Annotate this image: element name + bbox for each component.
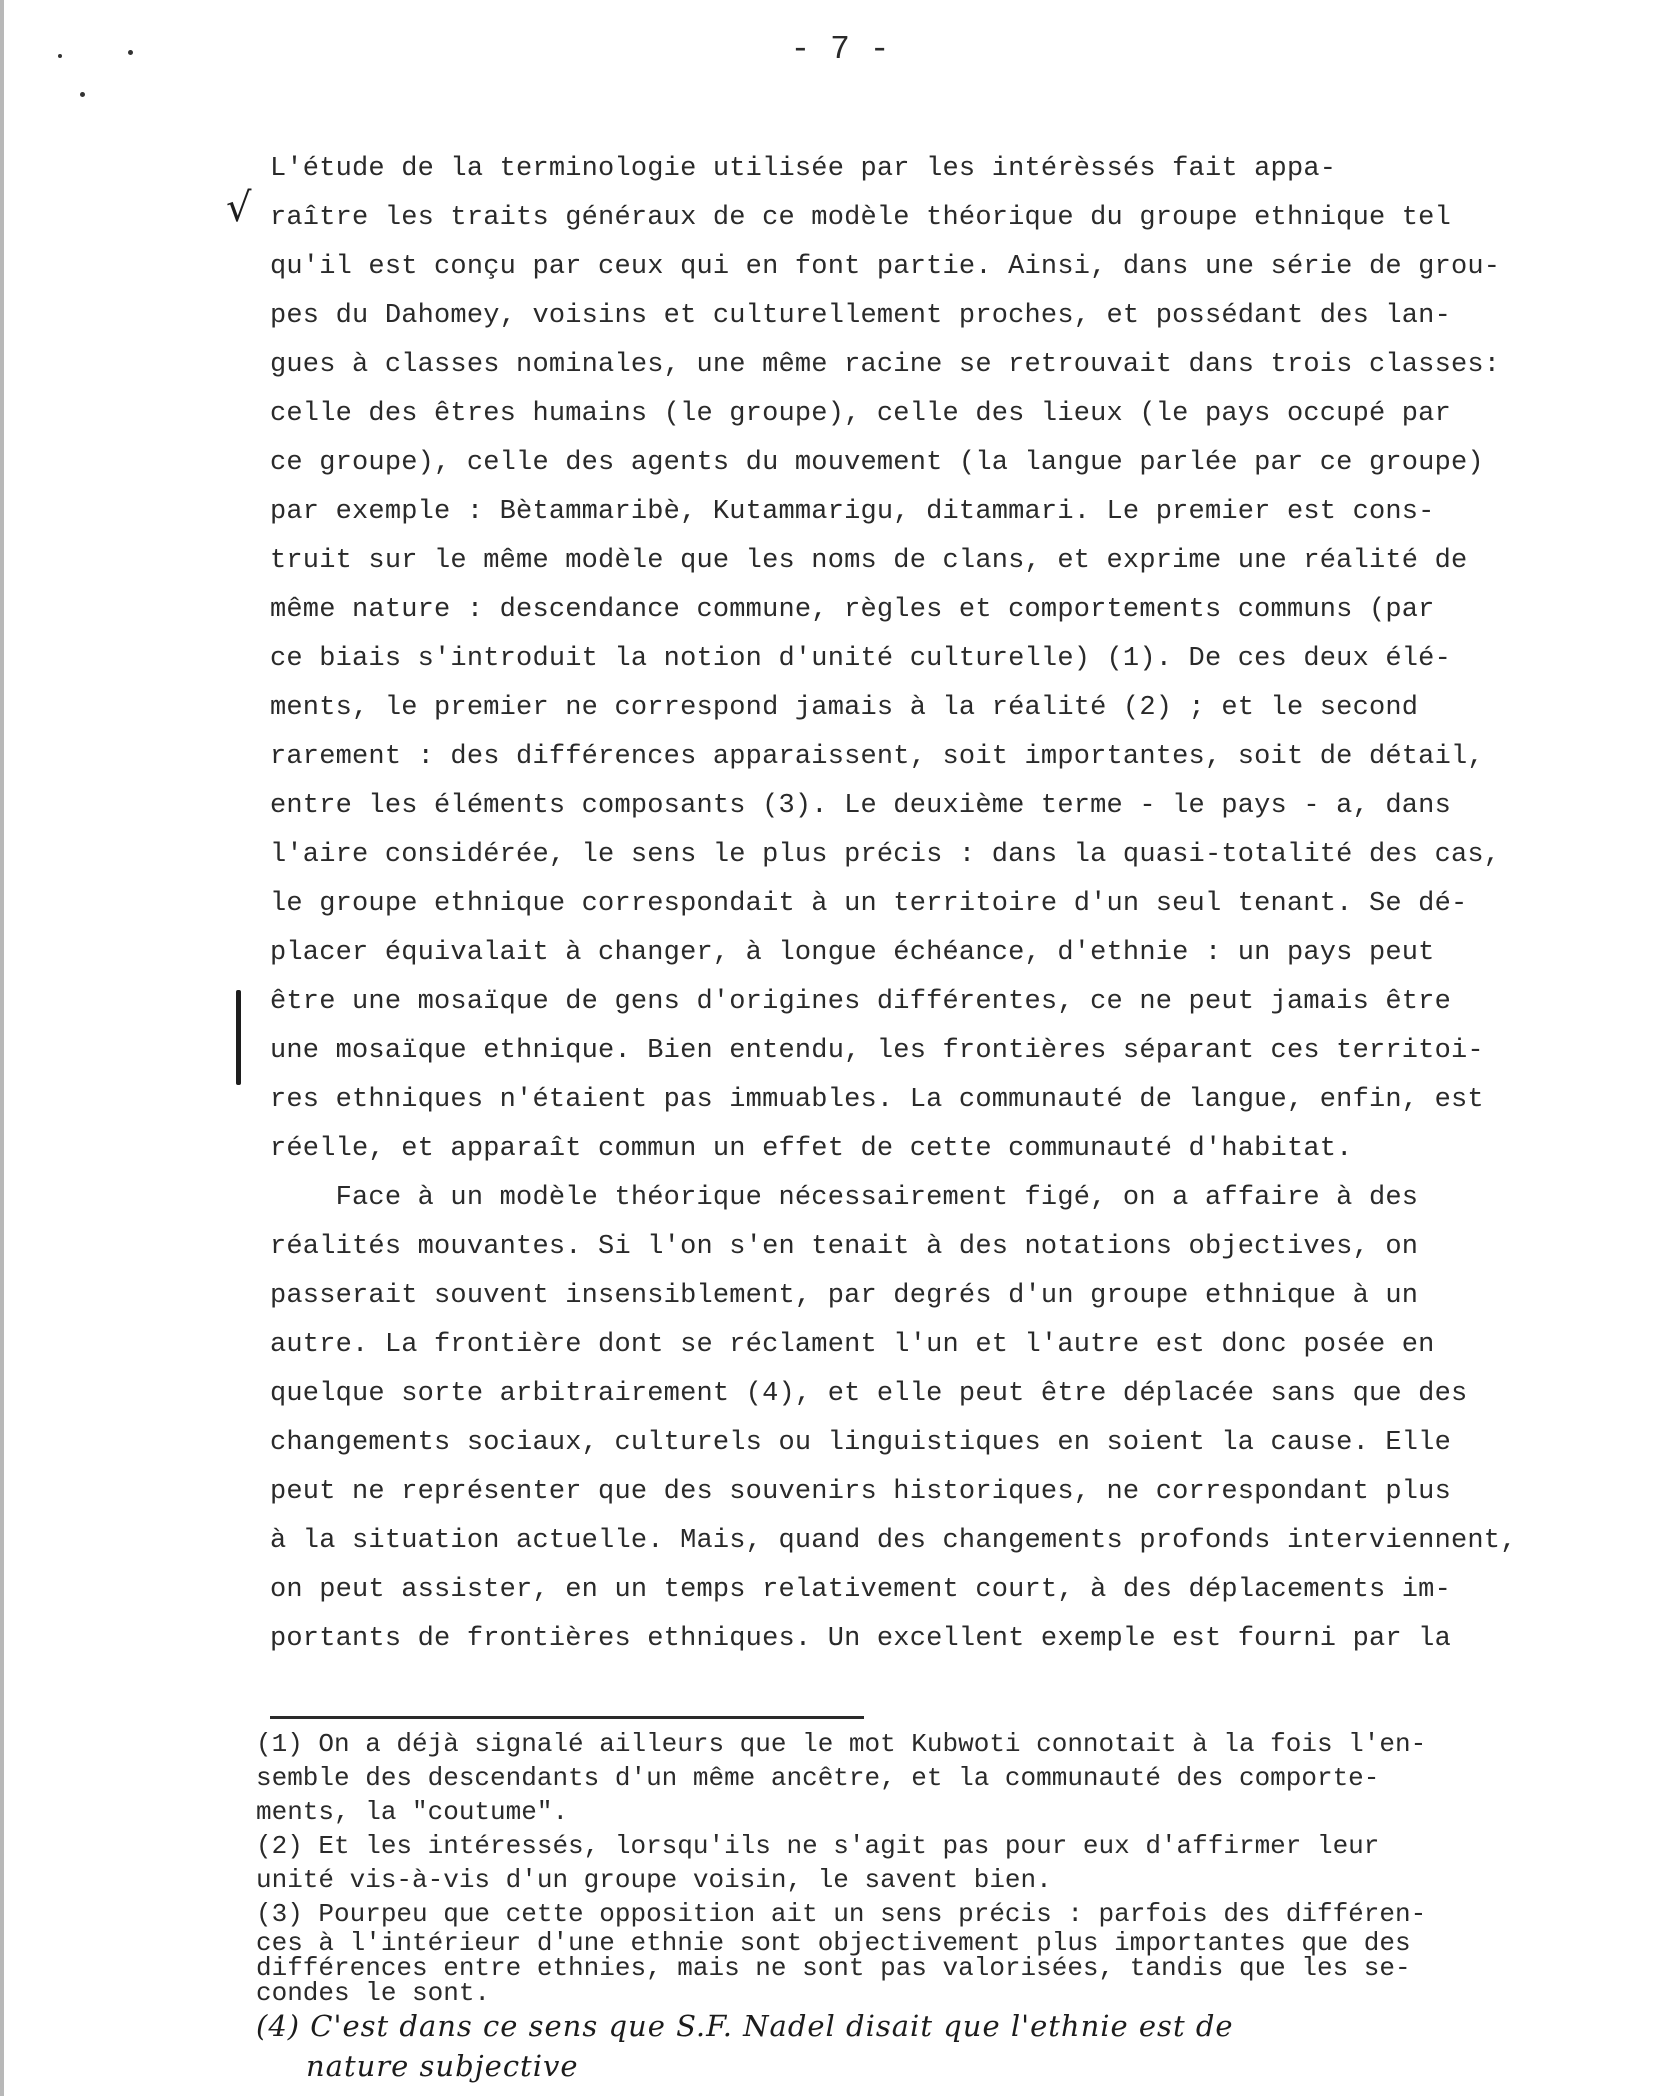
footnote-line: unité vis-à-vis d'un groupe voisin, le savent bien. (256, 1865, 1052, 1895)
text-line: le groupe ethnique correspondait à un territoire d'un seul tenant. Se dé- (270, 889, 1468, 919)
footnote-line: ments, la "coutume". (256, 1797, 569, 1827)
text-line: celle des êtres humains (le groupe), celle des lieux (le pays occupé par (270, 399, 1451, 429)
footnote-line: semble des descendants d'un même ancêtre, et la communauté des comporte- (256, 1763, 1380, 1793)
text-line: à la situation actuelle. Mais, quand des changements profonds interviennent, (270, 1526, 1517, 1556)
footnote-line: ces à l'intérieur d'une ethnie sont objectivement plus importantes que des (256, 1928, 1411, 1958)
footnote-rule (270, 1716, 864, 1719)
margin-check-mark: √ (226, 185, 252, 231)
text-line: changements sociaux, culturels ou linguistiques en soient la cause. Elle (270, 1428, 1451, 1458)
scan-speck (80, 92, 85, 97)
text-line: gues à classes nominales, une même racine se retrouvait dans trois classes: (270, 350, 1501, 380)
text-line: rarement : des différences apparaissent, soit importantes, soit de détail, (270, 742, 1484, 772)
text-line: qu'il est conçu par ceux qui en font partie. Ainsi, dans une série de grou- (270, 252, 1501, 282)
text-line: ce groupe), celle des agents du mouvement (la langue parlée par ce groupe) (270, 448, 1484, 478)
text-line: peut ne représenter que des souvenirs historiques, ne correspondant plus (270, 1477, 1451, 1507)
text-line: ce biais s'introduit la notion d'unité culturelle) (1). De ces deux élé- (270, 644, 1451, 674)
body-text (270, 145, 1676, 1664)
text-line: quelque sorte arbitrairement (4), et elle peut être déplacée sans que des (270, 1379, 1468, 1409)
text-line: réalités mouvantes. Si l'on s'en tenait à des notations objectives, on (270, 1232, 1419, 1262)
text-line: portants de frontières ethniques. Un excellent exemple est fourni par la (270, 1624, 1451, 1654)
text-line: une mosaïque ethnique. Bien entendu, les frontières séparant ces territoi- (270, 1036, 1484, 1066)
page-edge (0, 0, 4, 2096)
text-line: l'aire considérée, le sens le plus précis : dans la quasi-totalité des cas, (270, 840, 1501, 870)
text-line: entre les éléments composants (3). Le deuxième terme - le pays - a, dans (270, 791, 1451, 821)
text-line: passerait souvent insensiblement, par degrés d'un groupe ethnique à un (270, 1281, 1419, 1311)
text-line: pes du Dahomey, voisins et culturellement proches, et possédant des lan- (270, 301, 1451, 331)
footnote-line: (1) On a déjà signalé ailleurs que le mot Kubwoti connotait à la fois l'en- (256, 1729, 1427, 1759)
footnote-line: différences entre ethnies, mais ne sont pas valorisées, tandis que les se- (256, 1953, 1411, 1983)
text-line: on peut assister, en un temps relativement court, à des déplacements im- (270, 1575, 1451, 1605)
text-line: par exemple : Bètammaribè, Kutammarigu, ditammari. Le premier est cons- (270, 497, 1435, 527)
footnote-line: (2) Et les intéressés, lorsqu'ils ne s'agit pas pour eux d'affirmer leur (256, 1831, 1380, 1861)
footnote-line: condes le sont. (256, 1978, 491, 2008)
footnotes (256, 1727, 1676, 2086)
text-line: raître les traits généraux de ce modèle théorique du groupe ethnique tel (270, 203, 1451, 233)
text-line: être une mosaïque de gens d'origines différentes, ce ne peut jamais être (270, 987, 1451, 1017)
footnote-line: (3) Pourpeu que cette opposition ait un sens précis : parfois des différen- (256, 1899, 1427, 1929)
text-line: réelle, et apparaît commun un effet de cette communauté d'habitat. (270, 1134, 1353, 1164)
handwritten-footnote-line: nature subjective (306, 2049, 579, 2083)
text-line: res ethniques n'étaient pas immuables. La communauté de langue, enfin, est (270, 1085, 1484, 1115)
text-line: autre. La frontière dont se réclament l'un et l'autre est donc posée en (270, 1330, 1435, 1360)
text-line: placer équivalait à changer, à longue échéance, d'ethnie : un pays peut (270, 938, 1435, 968)
margin-vertical-bar (236, 990, 241, 1085)
text-line: truit sur le même modèle que les noms de clans, et exprime une réalité de (270, 546, 1468, 576)
text-line: L'étude de la terminologie utilisée par les intérèssés fait appa- (270, 154, 1337, 184)
text-line: Face à un modèle théorique nécessairement figé, on a affaire à des (270, 1183, 1419, 1213)
handwritten-footnote-line: (4) C'est dans ce sens que S.F. Nadel disait que l'ethnie est de (256, 2009, 1234, 2043)
page-number: - 7 - (790, 31, 890, 68)
text-line: même nature : descendance commune, règles et comportements communs (par (270, 595, 1435, 625)
text-line: ments, le premier ne correspond jamais à la réalité (2) ; et le second (270, 693, 1419, 723)
